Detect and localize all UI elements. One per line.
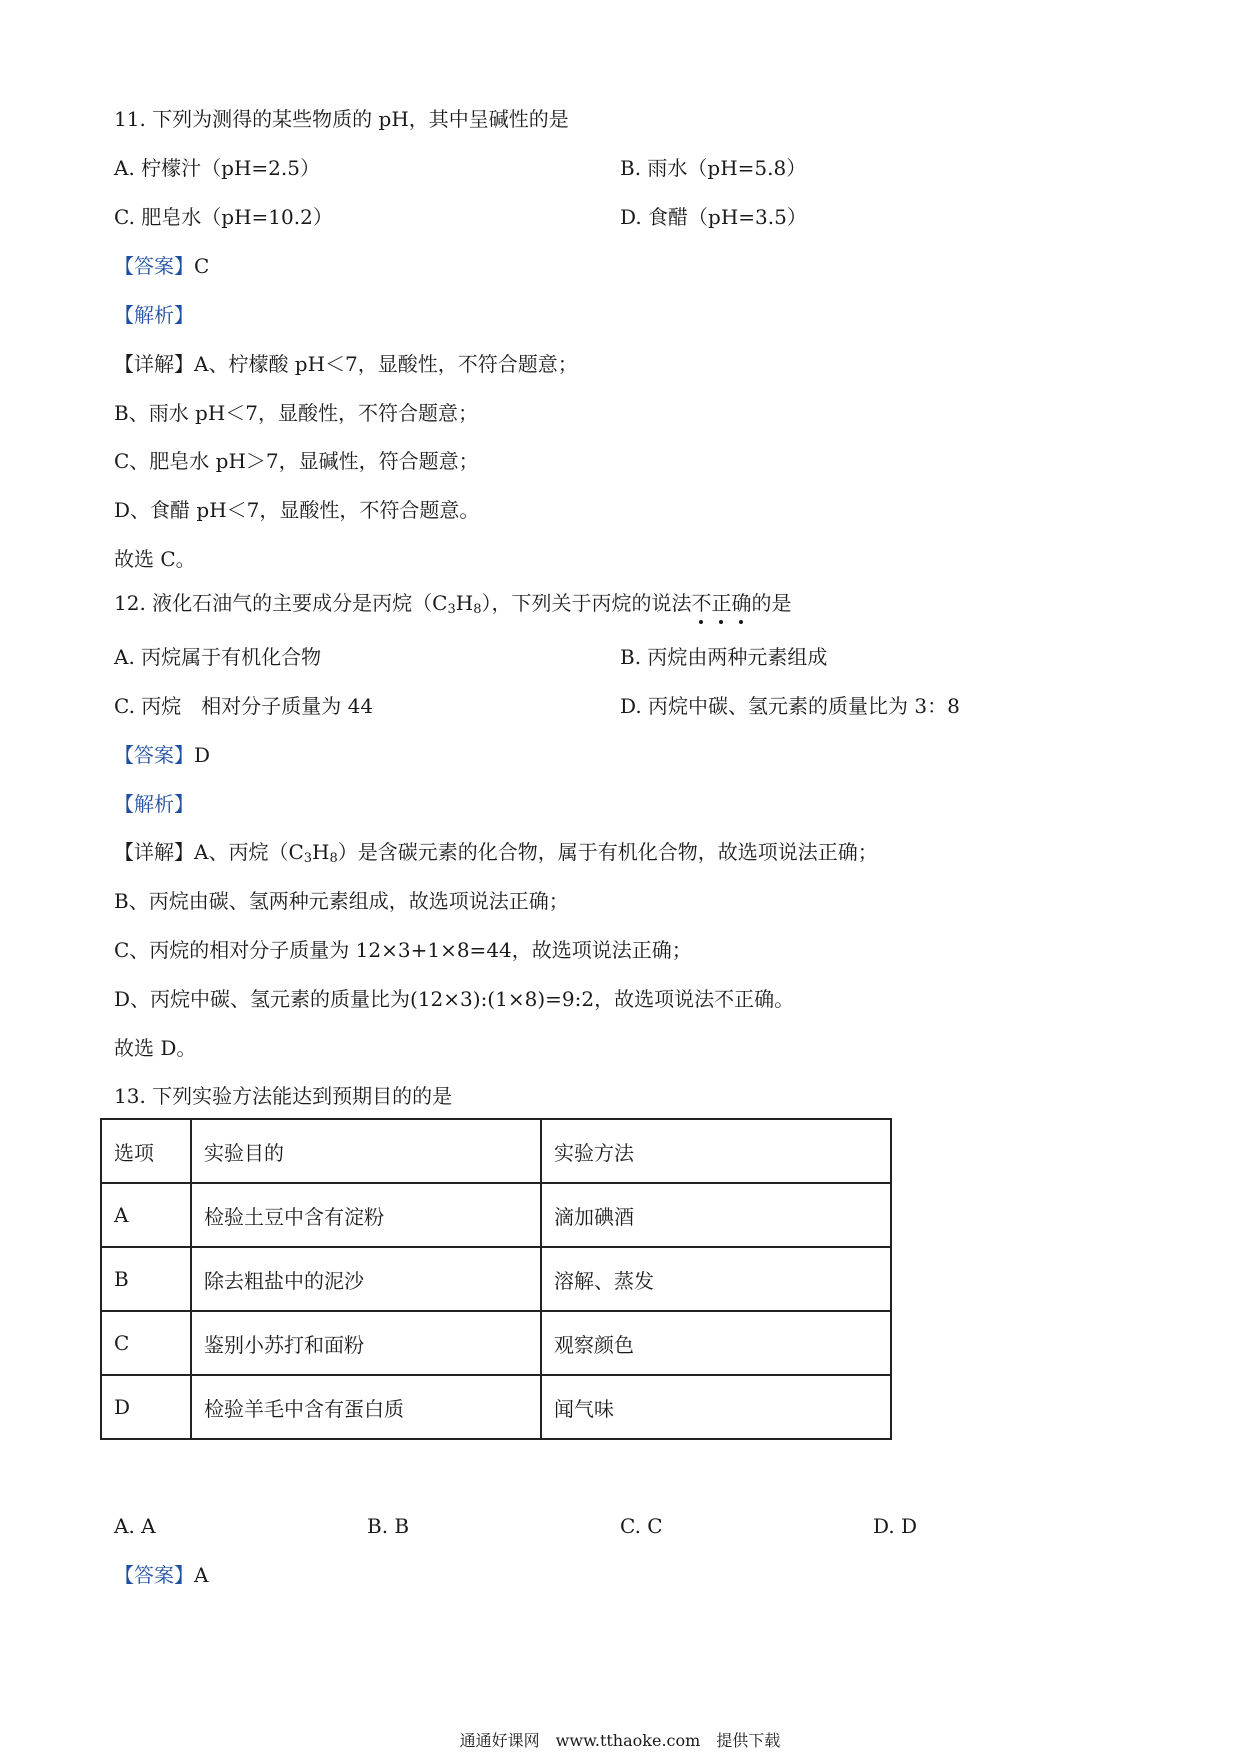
q11-option-a: A. 柠檬汁（pH=2.5） bbox=[114, 156, 320, 180]
answer-tag: 【答案】 bbox=[114, 1563, 194, 1587]
q12-detail-c: C、丙烷的相对分子质量为 12×3+1×8=44，故选项说法正确； bbox=[114, 938, 692, 962]
detail-tag: 【详解】 bbox=[114, 352, 194, 376]
q12-option-c: C. 丙烷 相对分子质量为 44 bbox=[114, 694, 374, 718]
table-cell: 闻气味 bbox=[541, 1375, 891, 1439]
q12-stem-part: 的是 bbox=[751, 591, 792, 615]
q12-detail-b: B、丙烷由碳、氢两种元素组成，故选项说法正确； bbox=[114, 889, 569, 913]
table-row bbox=[101, 1311, 891, 1375]
q12-stem-part: ），下列关于丙烷的说法 bbox=[481, 591, 692, 615]
subscript: 8 bbox=[473, 602, 482, 617]
q11-answer bbox=[114, 252, 209, 280]
q13-option-b: B. B bbox=[367, 1514, 410, 1538]
subscript: 3 bbox=[303, 851, 313, 866]
table-row bbox=[101, 1375, 891, 1439]
answer-value: C bbox=[194, 254, 210, 278]
detail-text: A、丙烷（C bbox=[194, 840, 304, 864]
q11-option-b: B. 雨水（pH=5.8） bbox=[620, 156, 807, 180]
emphasis-char: 不 bbox=[691, 591, 712, 615]
q12-analysis-tag: 【解析】 bbox=[114, 792, 194, 816]
q11-option-d: D. 食醋（pH=3.5） bbox=[620, 205, 807, 229]
detail-text: A、柠檬酸 pH＜7，显酸性，不符合题意； bbox=[194, 352, 578, 376]
table-row bbox=[101, 1247, 891, 1311]
q12-answer bbox=[114, 741, 210, 769]
q12-detail-a bbox=[114, 838, 878, 866]
q11-conclusion: 故选 C。 bbox=[114, 547, 196, 571]
q12-stem-part: 12. 液化石油气的主要成分是丙烷（C bbox=[114, 591, 448, 615]
table-cell: 检验土豆中含有淀粉 bbox=[191, 1183, 541, 1247]
q11-analysis-tag: 【解析】 bbox=[114, 303, 194, 327]
q13-option-d: D. D bbox=[873, 1514, 918, 1538]
q12-detail-d: D、丙烷中碳、氢元素的质量比为(12×3):(1×8)=9:2，故选项说法不正确。 bbox=[114, 987, 795, 1011]
q13-answer bbox=[114, 1561, 208, 1589]
q13-option-a: A. A bbox=[114, 1514, 156, 1538]
q11-detail-a bbox=[114, 350, 578, 378]
q11-detail-c: C、肥皂水 pH＞7，显碱性，符合题意； bbox=[114, 449, 479, 473]
answer-tag: 【答案】 bbox=[114, 254, 194, 278]
q12-option-a: A. 丙烷属于有机化合物 bbox=[114, 645, 322, 669]
q11-stem: 11. 下列为测得的某些物质的 pH，其中呈碱性的是 bbox=[114, 107, 569, 131]
q13-stem: 13. 下列实验方法能达到预期目的的是 bbox=[114, 1084, 453, 1108]
subscript: 8 bbox=[329, 851, 338, 866]
table-row bbox=[101, 1183, 891, 1247]
q11-detail-b: B、雨水 pH＜7，显酸性，不符合题意； bbox=[114, 401, 479, 425]
emphasis-char: 确 bbox=[731, 591, 752, 615]
detail-tag: 【详解】 bbox=[114, 840, 194, 864]
table-cell: B bbox=[101, 1247, 191, 1311]
q12-stem-part: H bbox=[455, 591, 474, 615]
q11-detail-d: D、食醋 pH＜7，显酸性，不符合题意。 bbox=[114, 498, 480, 522]
table-cell: C bbox=[101, 1311, 191, 1375]
q12-stem bbox=[114, 589, 791, 617]
table-header-cell: 选项 bbox=[101, 1119, 191, 1183]
q12-option-b: B. 丙烷由两种元素组成 bbox=[620, 645, 828, 669]
table-cell: 鉴别小苏打和面粉 bbox=[191, 1311, 541, 1375]
answer-value: D bbox=[194, 743, 211, 767]
table-cell: A bbox=[101, 1183, 191, 1247]
table-cell: D bbox=[101, 1375, 191, 1439]
page-footer: 通通好课网 www.tthaoke.com 提供下载 bbox=[459, 1731, 781, 1750]
table-cell: 除去粗盐中的泥沙 bbox=[191, 1247, 541, 1311]
table-header-row bbox=[101, 1119, 891, 1183]
subscript: 3 bbox=[447, 602, 456, 617]
table-cell: 检验羊毛中含有蛋白质 bbox=[191, 1375, 541, 1439]
table-cell: 滴加碘酒 bbox=[541, 1183, 891, 1247]
q13-option-c: C. C bbox=[620, 1514, 663, 1538]
table-header-cell: 实验方法 bbox=[541, 1119, 891, 1183]
table-cell: 溶解、蒸发 bbox=[541, 1247, 891, 1311]
emphasis-char: 正 bbox=[711, 591, 732, 615]
table-cell: 观察颜色 bbox=[541, 1311, 891, 1375]
table-header-cell: 实验目的 bbox=[191, 1119, 541, 1183]
detail-text: H bbox=[312, 840, 330, 864]
q12-conclusion: 故选 D。 bbox=[114, 1036, 197, 1060]
detail-text: ）是含碳元素的化合物，属于有机化合物，故选项说法正确； bbox=[337, 840, 878, 864]
q12-option-d: D. 丙烷中碳、氢元素的质量比为 3：8 bbox=[620, 694, 960, 718]
answer-value: A bbox=[194, 1563, 209, 1587]
answer-tag: 【答案】 bbox=[114, 743, 194, 767]
q11-option-c: C. 肥皂水（pH=10.2） bbox=[114, 205, 333, 229]
experiment-table bbox=[100, 1118, 892, 1440]
